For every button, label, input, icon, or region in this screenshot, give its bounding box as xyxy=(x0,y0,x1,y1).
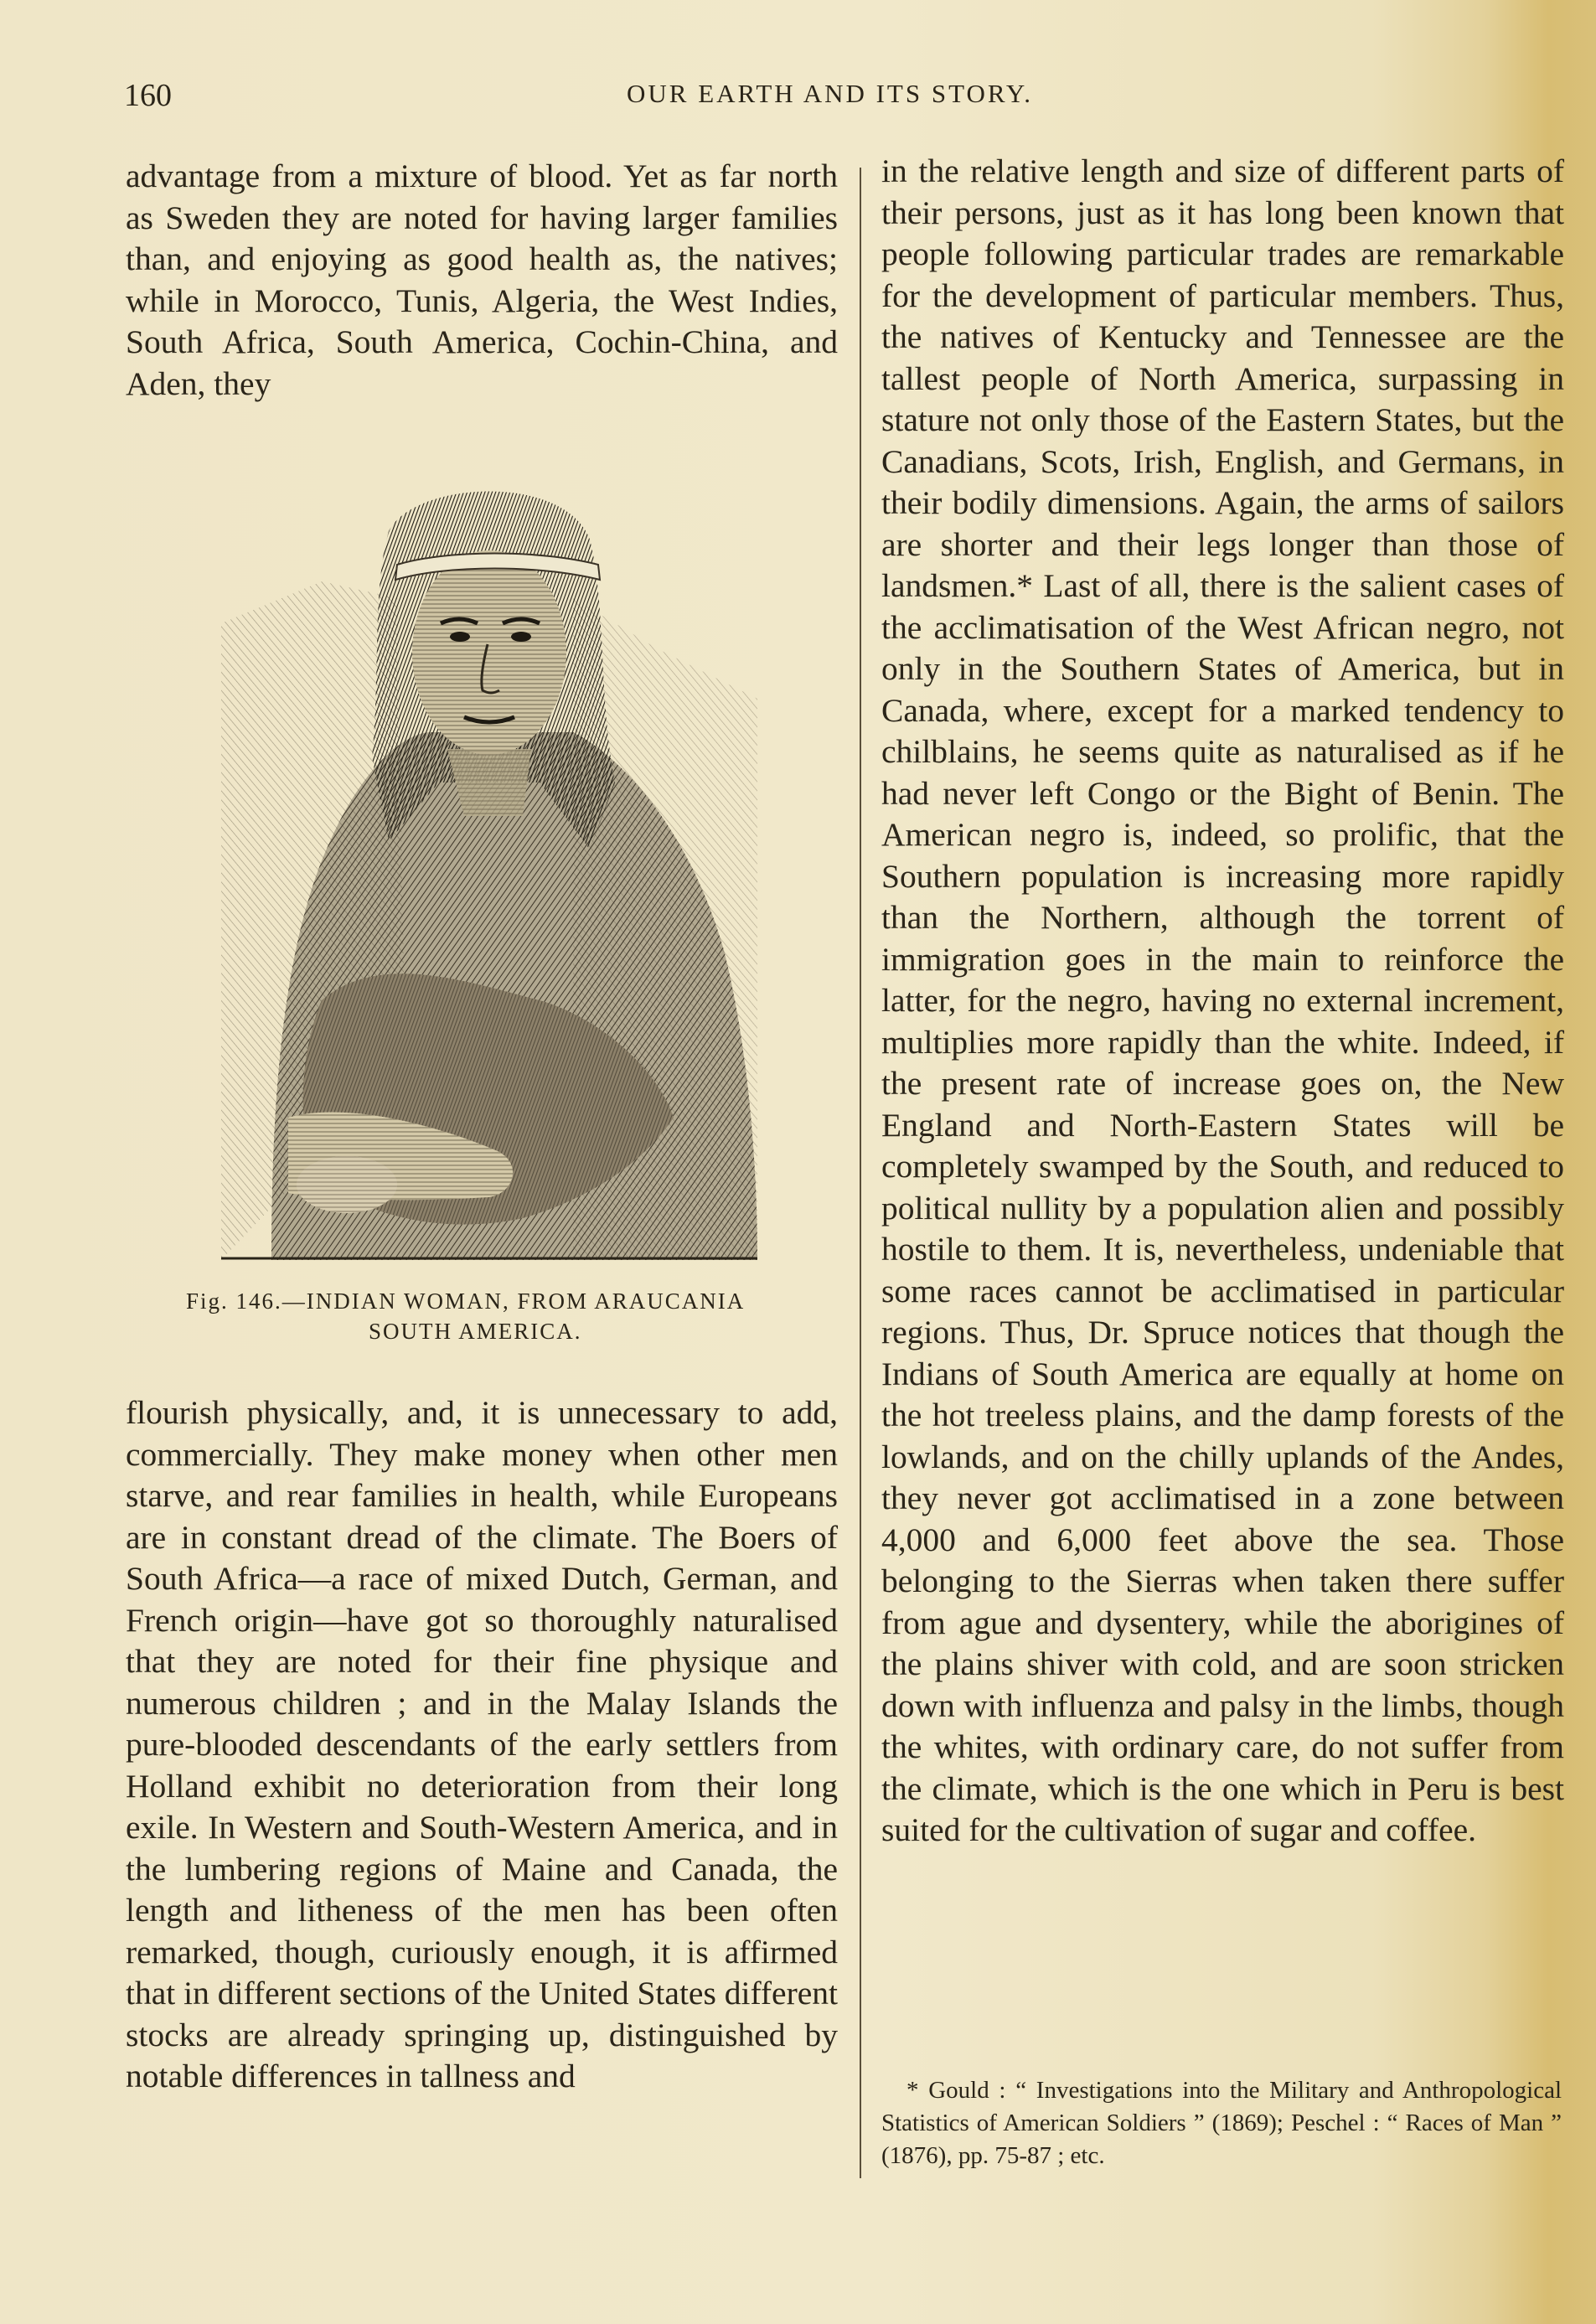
right-column-text xyxy=(881,151,1564,2061)
running-title: OUR EARTH AND ITS STORY. xyxy=(627,79,1033,108)
left-paragraph-top: advantage from a mixture of blood. Yet as far north as Sweden they are noted for having larger families than, and enjoying as good health as, the natives; while in Morocco, Tunis, Algeria, the West Indies, South Africa, South America, Cochin-China, and Aden, they xyxy=(126,158,838,402)
footnote xyxy=(881,2074,1562,2172)
left-column-bottom-text xyxy=(126,1392,838,2188)
figure-caption-line-1: Fig. 146.—INDIAN WOMAN, FROM ARAUCANIA xyxy=(186,1289,746,1314)
column-divider xyxy=(860,168,861,2178)
figure-caption-line-2: SOUTH AMERICA. xyxy=(369,1319,582,1344)
footnote-text: * Gould : “ Investigations into the Military and Anthropological Statistics of American Soldiers ” (1869); Peschel : “ Races of Man ” (1876), pp. 75-87 ; etc. xyxy=(881,2077,1562,2169)
left-column-top-text xyxy=(126,156,838,416)
left-paragraph-bottom: flourish physically, and, it is unnecessary to add, commercially. They make money when other men starve, and rear families in health, while Europeans are in constant dread of the climate. The Boers of South Africa—a race of mixed Dutch, German, and French origin—have got so thoroughly naturalised that they are noted for their fine physique and numerous children ; and in the Malay Islands the pure-blooded descendants of the early settlers from Holland exhibit no deterioration from their long exile. In Western and South-Western America, and in the lumbering regions of Maine and Canada, the length and litheness of the men has been often remarked, though, curiously enough, it is affirmed that in different sections of the United States different stocks are already springing up, distinguished by notable differences in tallness and xyxy=(126,1394,838,2094)
page-number: 160 xyxy=(124,78,172,113)
figure-engraving xyxy=(221,481,757,1260)
page-header xyxy=(124,77,1590,119)
right-paragraph: in the relative length and size of different parts of their persons, just as it has long been known that people following particular trades are remarkable for the development of particular members. Thus, the natives of Kentucky and Tennessee are the tallest people of North America, surpassing in stature not only those of the Eastern States, but the Canadians, Scots, Irish, English, and Germans, in their bodily dimensions. Again, the arms of sailors are shorter and their legs longer than those of landsmen.* Last of all, there is the salient cases of the acclimatisation of the West African negro, not only in the Southern States of America, but in Canada, where, except for a marked tendency to chilblains, he seems quite as naturalised as if he had never left Congo or the Bight of Benin. The American negro is, indeed, so prolific, that the Southern population is increasing more rapidly than the Northern, although the torrent of immigration goes in the main to reinforce the latter, for the negro, having no external increment, multiplies more rapidly than the white. Indeed, if the present rate of increase goes on, the New England and North-Eastern States will be completely swamped by the South, and reduced to political nullity by a population alien and possibly hostile to them. It is, nevertheless, undeniable that some races cannot be acclimatised in particular regions. Thus, Dr. Spruce notices that though the Indians of South America are equally at home on the hot treeless plains, and the damp forests of the lowlands, and on the chilly uplands of the Andes, they never got acclimatised in a zone between 4,000 and 6,000 feet above the sea. Those belonging to the Sierras when taken there suffer from ague and dysentery, while the aborigines of the plains shiver with cold, and are soon stricken down with influenza and palsy in the limbs, though the whites, with ordinary care, do not suffer from the climate, which is the one which in Peru is best suited for the cultivation of sugar and coffee. xyxy=(881,152,1564,1848)
indian-woman-engraving-illustration xyxy=(221,481,757,1260)
